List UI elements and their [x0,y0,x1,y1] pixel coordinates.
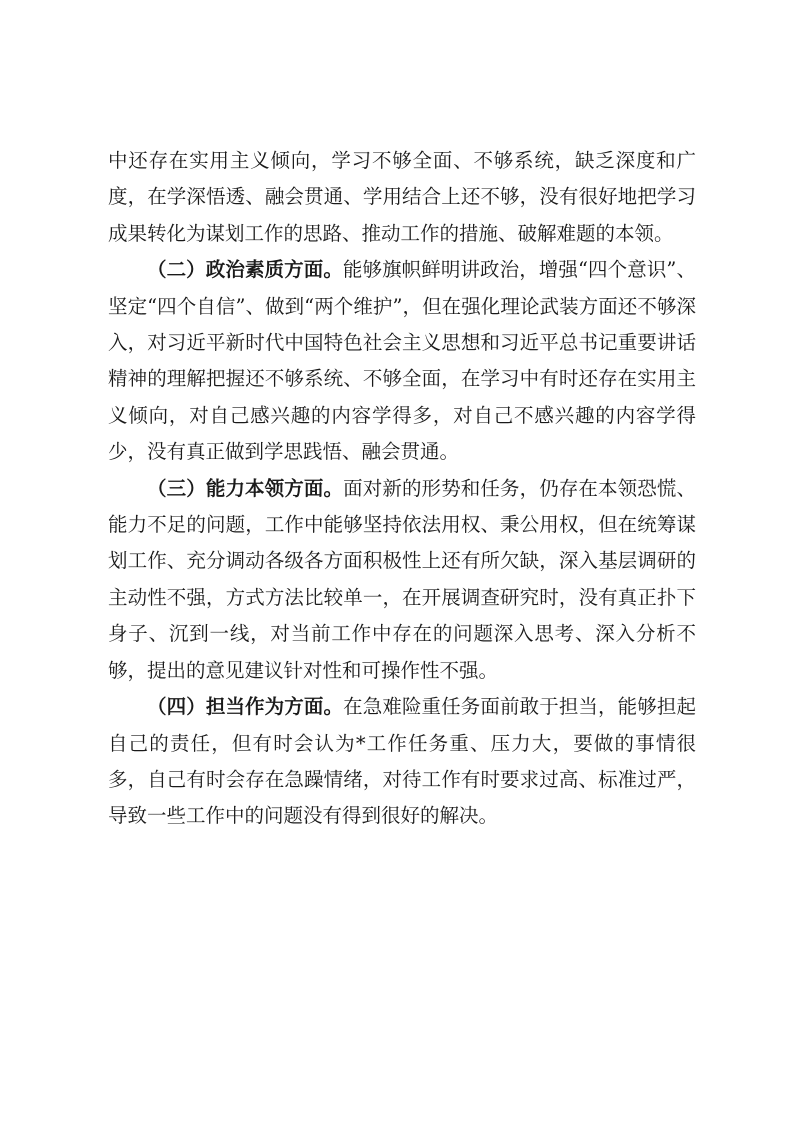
paragraph-body: 中还存在实用主义倾向，学习不够全面、不够系统，缺乏深度和广度，在学深悟透、融会贯通、学用结合上还不够，没有很好地把学习成果转化为谋划工作的思路、推动工作的措施、破解难题的本领。 [108,149,696,245]
paragraph-body: 在急难险重任务面前敢于担当，能够担起自己的责任，但有时会认为*工作任务重、压力大，要做的事情很多，自己有时会存在急躁情绪，对待工作有时要求过高、标准过严，导致一些工作中的问题没有得到很好的解决。 [108,695,696,828]
section-heading: （二）政治素质方面。 [147,258,343,282]
paragraph-continued [108,143,696,252]
paragraph-body: 面对新的形势和任务，仍存在本领恐慌、能力不足的问题，工作中能够坚持依法用权、秉公用权，但在统筹谋划工作、充分调动各级各方面积极性上还有所欠缺，深入基层调研的主动性不强，方式方法比较单一，在开展调查研究时，没有真正扑下身子、沉到一线，对当前工作中存在的问题深入思考、深入分析不够，提出的意见建议针对性和可操作性不强。 [108,476,696,682]
paragraph-political-quality [108,252,696,470]
paragraph-responsibility [108,689,696,835]
section-heading: （三）能力本领方面。 [147,476,344,500]
section-heading: （四）担当作为方面。 [147,695,344,719]
paragraph-ability [108,471,696,689]
document-body [108,143,696,835]
paragraph-body: 能够旗帜鲜明讲政治，增强“四个意识”、坚定“四个自信”、做到“两个维护”，但在强化理论武装方面还不够深入，对习近平新时代中国特色社会主义思想和习近平总书记重要讲话精神的理解把握还不够系统、不够全面，在学习中有时还存在实用主义倾向，对自己感兴趣的内容学得多，对自己不感兴趣的内容学得少，没有真正做到学思践悟、融会贯通。 [108,258,696,464]
